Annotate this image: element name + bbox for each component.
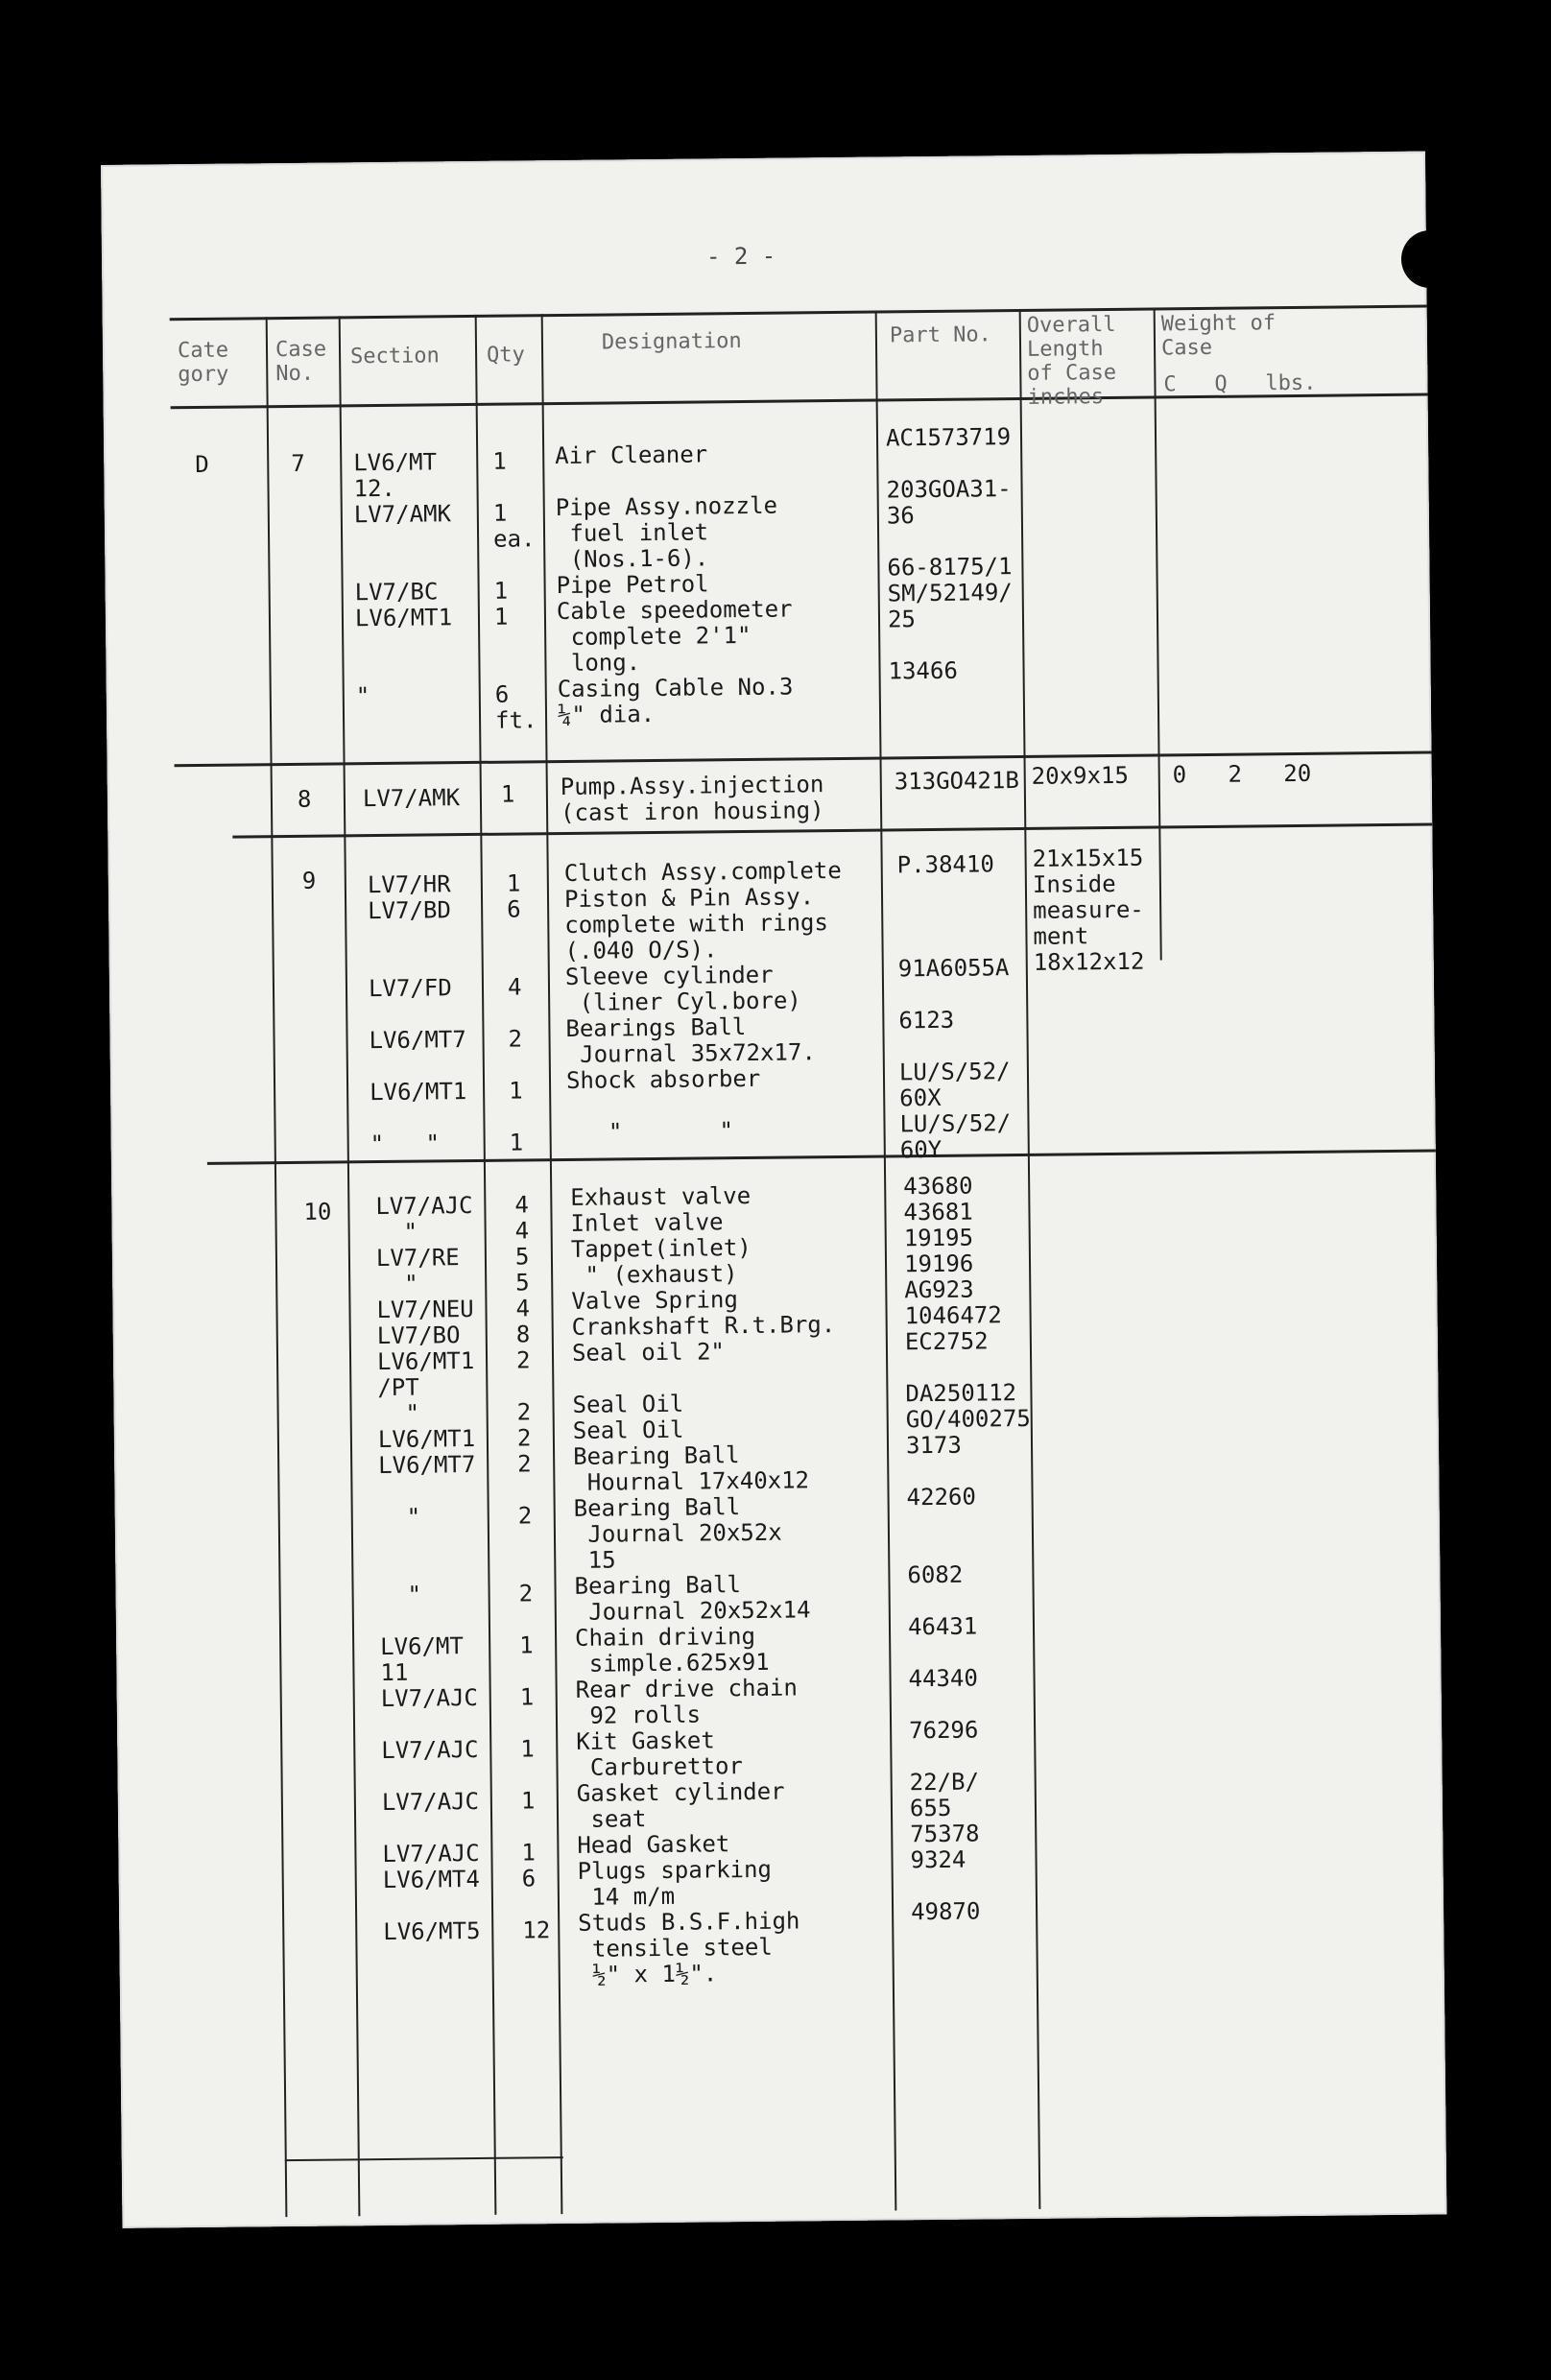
category-cell: D (195, 450, 209, 478)
section-cell: LV7/HR LV7/BD LV7/FD LV6/MT7 LV6/MT1 " " (367, 870, 467, 1158)
punch-hole (1401, 230, 1459, 288)
parts-table (170, 305, 1438, 2219)
header-case-no: Case No. (274, 337, 327, 387)
header-section: Section (349, 344, 440, 369)
qty-cell: 4 4 5 5 4 8 2 2 2 2 2 2 1 1 1 1 1 6 12 (514, 1191, 551, 1944)
case-no-cell: 10 (303, 1198, 332, 1226)
document-page (101, 152, 1446, 2228)
designation-cell: Pump.Assy.injection (cast iron housing) (560, 771, 824, 827)
section-cell: LV6/MT 12. LV7/AMK LV7/BC LV6/MT1 " (353, 448, 453, 710)
qty-cell: 1 1 ea. 1 1 6 ft. (492, 447, 537, 734)
case-no-cell: 7 (291, 449, 305, 477)
designation-cell: Clutch Assy.complete Piston & Pin Assy. complete with rings (.040 O/S). Sleeve cylinder (liner Cyl.bore) Bearings Ball Journal 35x72x17. Shock absorber " " (563, 856, 842, 1146)
header-weight-units: C Q lbs. (1163, 370, 1317, 397)
header-designation: Designation (601, 329, 742, 355)
header-qty: Qty (486, 343, 525, 368)
case-no-cell: 9 (301, 867, 317, 894)
part-no-cell: P.38410 91A6055A 6123 LU/S/52/ 60X LU/S/52/ 60Y (896, 850, 1012, 1164)
end-rule (285, 2156, 563, 2161)
column-rule (1154, 308, 1162, 961)
header-category: Cate gory (177, 338, 229, 388)
qty-cell: 1 6 4 2 1 1 (506, 869, 524, 1156)
section-cell: LV7/AJC " LV7/RE " LV7/NEU LV7/BO LV6/MT1 /PT " LV6/MT1 LV6/MT7 " " LV6/MT 11 LV7/AJC LV7/AJC LV7/AJC LV7/AJC LV6/MT4 LV6/MT5 (375, 1192, 481, 1946)
group-rule (232, 823, 1432, 839)
column-rule (266, 317, 288, 2217)
header-weight: Weight of Case (1160, 311, 1277, 361)
qty-cell: 1 (500, 780, 515, 808)
header-overall-length: Overall Length of Case inches (1026, 312, 1117, 410)
weight-cell: 0 2 20 (1172, 759, 1312, 789)
page-number-mark: - 2 - (705, 242, 776, 271)
designation-cell: Exhaust valve Inlet valve Tappet(inlet) " (exhaust) Valve Spring Crankshaft R.t.Brg. Seal oil 2" Seal Oil Seal Oil Bearing Ball Hournal 17x40x12 Bearing Ball Journal 20x52x 15 Bearing Ball Journal 20x52x14 Chain driving simple.625x91 Rear drive chain 92 rolls Kit Gasket Carburettor Gasket cylinder seat Head Gasket Plugs sparking 14 m/m Studs B.S.F.high tensile steel ½" x 1½". (570, 1181, 836, 1988)
designation-cell: Air Cleaner Pipe Assy.nozzle fuel inlet (Nos.1-6). Pipe Petrol Cable speedometer complete 2'1" long. Casing Cable No.3 ¼" dia. (555, 440, 794, 729)
part-no-cell: 313GO421B (894, 767, 1019, 796)
header-part-no: Part No. (889, 322, 992, 348)
overall-length-cell: 21x15x15 Inside measure- ment 18x12x12 (1032, 844, 1145, 976)
overall-length-cell: 20x9x15 (1031, 761, 1130, 790)
section-cell: LV7/AMK (362, 784, 461, 813)
part-no-cell: AC1573719 203GOA31- 36 66-8175/1 SM/52149/ 25 13466 (885, 423, 1013, 685)
case-no-cell: 8 (297, 785, 312, 813)
part-no-cell: 43680 43681 19195 19196 AG923 1046472 EC2752 DA250112 GO/400275 3173 42260 6082 46431 44340 76296 22/B/ 655 75378 9324 49870 (903, 1172, 1031, 1926)
